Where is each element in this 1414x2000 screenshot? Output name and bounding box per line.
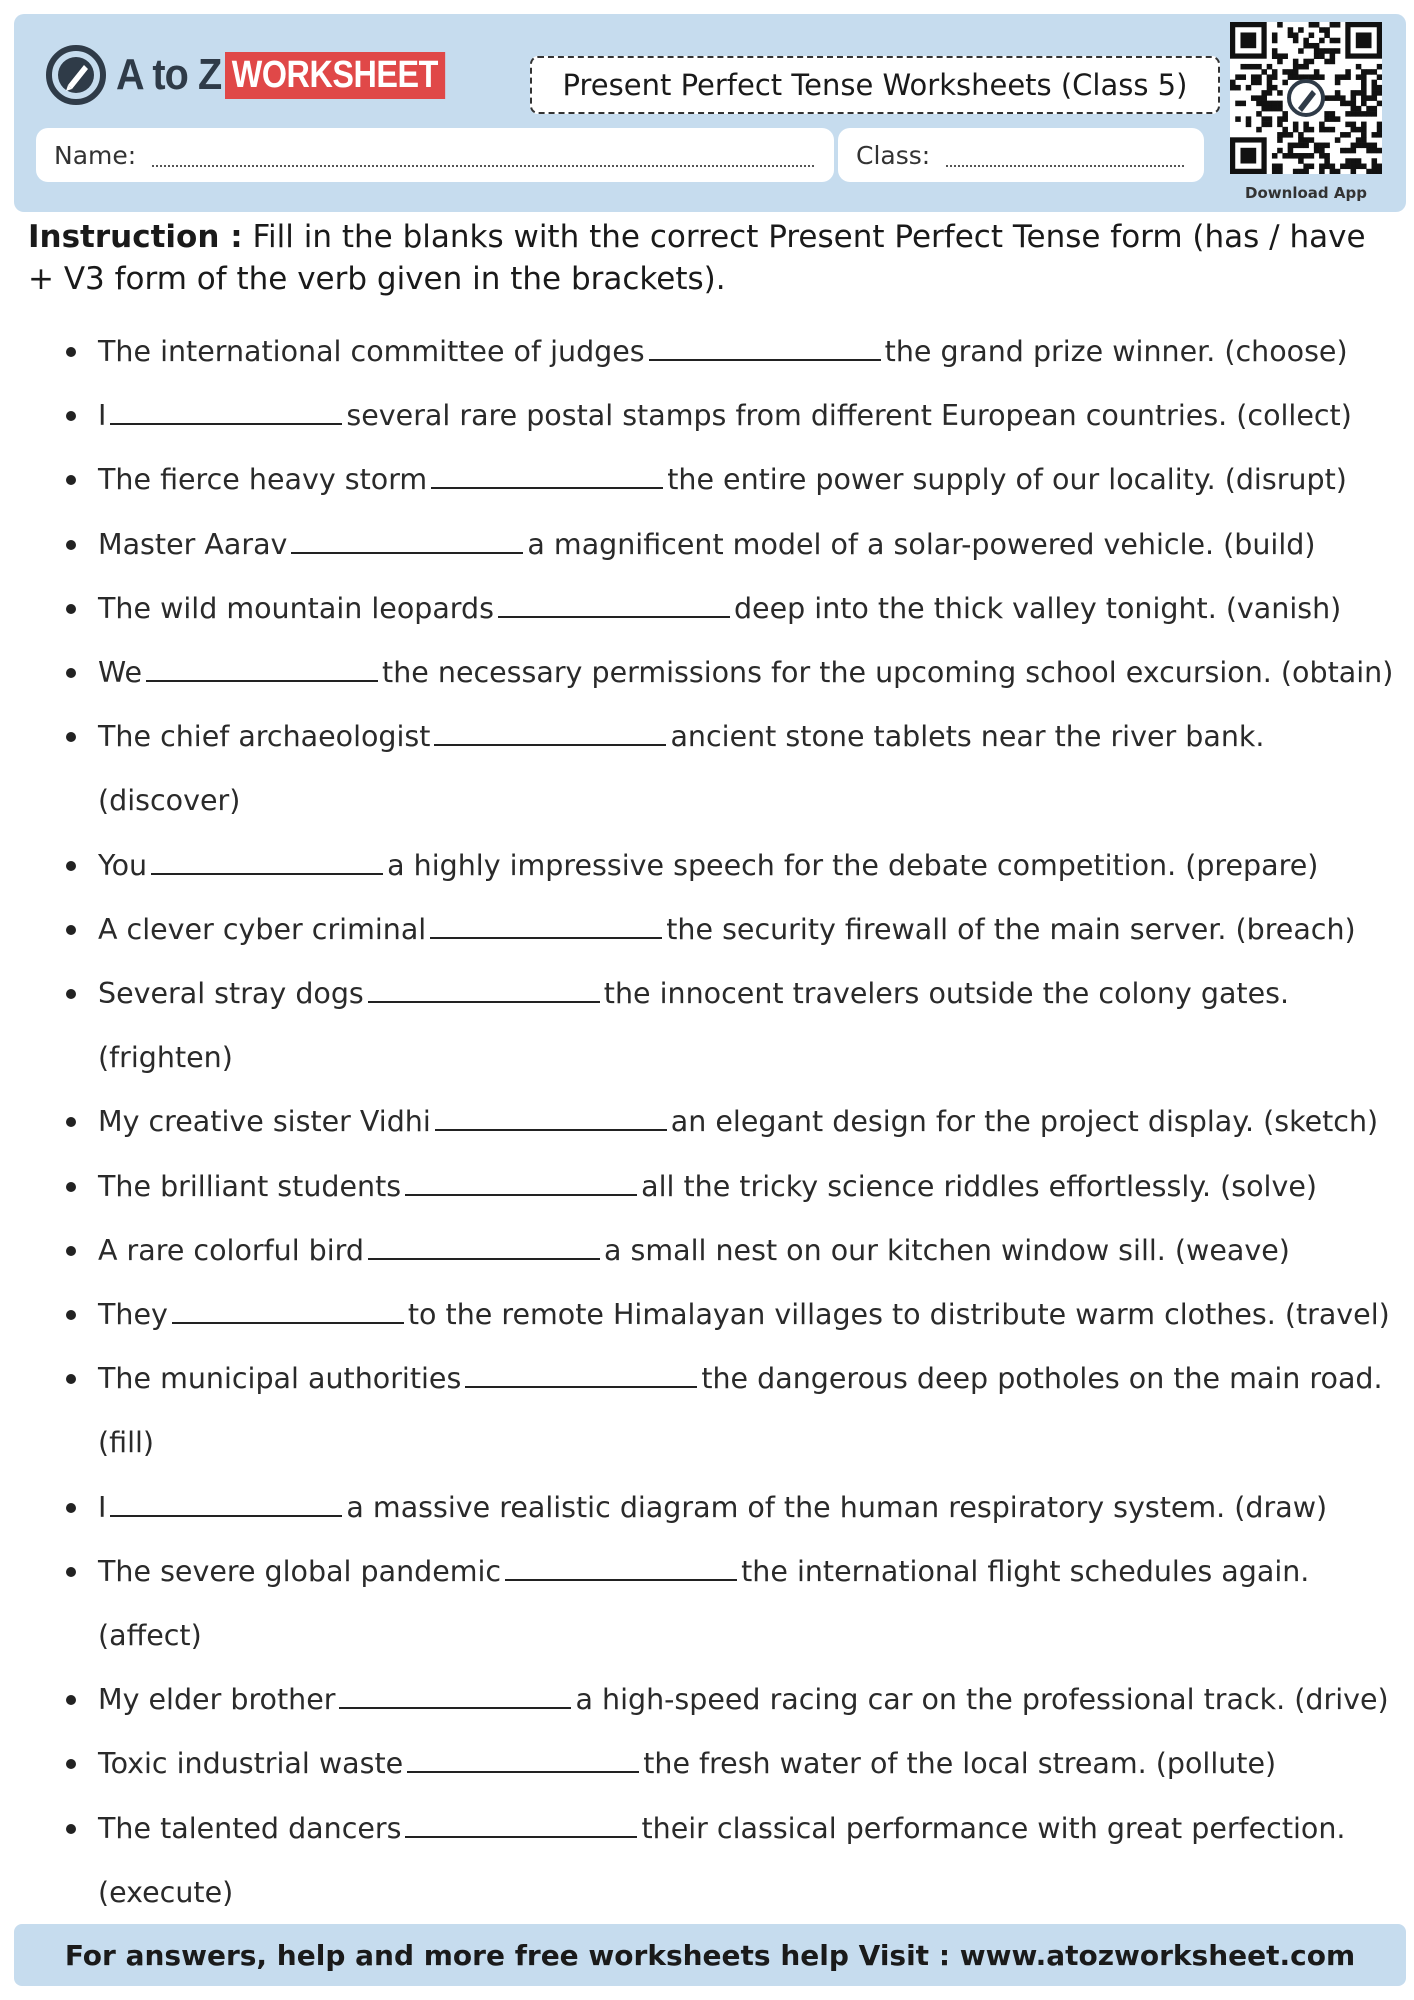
instruction-text: Fill in the blanks with the correct Present Perfect Tense form (has / have + V3 form of the verb given in the brackets).	[28, 219, 1366, 297]
answer-blank[interactable]	[430, 915, 662, 939]
question-text	[98, 705, 1398, 818]
question-before: The wild mountain leopards	[98, 591, 494, 625]
header-banner	[14, 14, 1406, 212]
question-before: The chief archaeologist	[98, 720, 431, 754]
bullet-icon	[66, 604, 76, 614]
question-before: The brilliant students	[98, 1169, 402, 1203]
bullet-icon	[66, 1246, 76, 1256]
question-before: Master Aarav	[98, 527, 288, 561]
answer-blank[interactable]	[368, 1236, 600, 1260]
question-before: Several stray dogs	[98, 977, 364, 1010]
bullet-icon	[66, 668, 76, 678]
bullet-icon	[66, 732, 76, 742]
bullet-icon	[66, 540, 76, 550]
question-after: several rare postal stamps from different European countries. (collect)	[346, 399, 1352, 433]
class-blank[interactable]	[946, 143, 1184, 167]
question-text	[98, 1732, 1398, 1796]
question-after: the international flight schedules again.	[741, 1554, 1310, 1588]
question-text	[98, 898, 1398, 962]
question-text	[98, 1219, 1398, 1283]
question-before: My creative sister Vidhi	[98, 1105, 431, 1139]
worksheet-title-text: Present Perfect Tense Worksheets (Class 5)	[562, 68, 1188, 102]
bullet-icon	[66, 1310, 76, 1320]
bullet-icon	[66, 1117, 76, 1127]
question-after: a high-speed racing car on the professional track. (drive)	[575, 1683, 1389, 1717]
question-before: I	[98, 399, 107, 433]
logo	[46, 42, 484, 108]
question-before: The talented dancers	[98, 1811, 402, 1845]
question-continuation: (fill)	[98, 1426, 155, 1460]
name-label: Name:	[54, 140, 137, 170]
bullet-icon	[66, 1182, 76, 1192]
qr-code-icon	[1230, 22, 1382, 174]
answer-blank[interactable]	[407, 1749, 639, 1773]
question-text	[98, 1797, 1398, 1909]
bullet-icon	[66, 1503, 76, 1513]
question-before: I	[98, 1490, 107, 1524]
answer-blank[interactable]	[291, 530, 523, 554]
question-before: A rare colorful bird	[98, 1233, 364, 1267]
qr-code[interactable]	[1230, 22, 1382, 174]
question-after: the grand prize winner. (choose)	[884, 335, 1348, 368]
answer-blank[interactable]	[431, 465, 663, 489]
question-text	[98, 1283, 1398, 1347]
answer-blank[interactable]	[434, 722, 666, 746]
question-text	[98, 513, 1398, 577]
answer-blank[interactable]	[649, 337, 881, 361]
question-after: the fresh water of the local stream. (pollute)	[643, 1747, 1277, 1781]
answer-blank[interactable]	[435, 1107, 667, 1131]
answer-blank[interactable]	[465, 1364, 697, 1388]
answer-blank[interactable]	[110, 401, 342, 425]
instruction	[28, 216, 1384, 300]
answer-blank[interactable]	[368, 979, 600, 1003]
footer-text: For answers, help and more free worksheets help Visit : www.atozworksheet.com	[64, 1938, 1356, 1972]
bullet-icon	[66, 989, 76, 999]
bullet-icon	[66, 1759, 76, 1769]
question-text	[98, 962, 1398, 1074]
answer-blank[interactable]	[146, 658, 378, 682]
question-after: an elegant design for the project display. (sketch)	[670, 1105, 1379, 1139]
question-after: their classical performance with great perfection.	[641, 1811, 1346, 1845]
bullet-icon	[66, 925, 76, 935]
name-field[interactable]	[36, 128, 834, 182]
bullet-icon	[66, 1824, 76, 1834]
question-text	[98, 1540, 1398, 1652]
question-before: My elder brother	[98, 1683, 336, 1717]
question-text	[98, 448, 1398, 512]
bullet-icon	[66, 861, 76, 871]
question-text	[98, 1668, 1398, 1732]
answer-blank[interactable]	[505, 1557, 737, 1581]
answer-blank[interactable]	[151, 851, 383, 875]
instruction-label: Instruction :	[28, 219, 243, 255]
bullet-icon	[66, 347, 76, 357]
question-before: They	[98, 1298, 168, 1331]
question-text	[98, 1347, 1398, 1460]
question-after: the security firewall of the main server. (breach)	[666, 912, 1356, 946]
class-field[interactable]	[838, 128, 1204, 182]
question-continuation: (affect)	[98, 1618, 202, 1652]
question-after: a massive realistic diagram of the human respiratory system. (draw)	[346, 1490, 1328, 1524]
question-after: a magnificent model of a solar-powered vehicle. (build)	[527, 527, 1316, 561]
class-label: Class:	[856, 140, 931, 170]
answer-blank[interactable]	[339, 1685, 571, 1709]
question-after: the entire power supply of our locality. (disrupt)	[667, 463, 1347, 497]
question-before: The municipal authorities	[98, 1362, 462, 1396]
question-text	[98, 641, 1398, 705]
question-after: a highly impressive speech for the debate competition. (prepare)	[387, 848, 1319, 882]
question-text	[98, 1155, 1398, 1219]
question-before: We	[98, 656, 143, 689]
question-before: The fierce heavy storm	[98, 463, 428, 497]
answer-blank[interactable]	[172, 1300, 404, 1324]
logo-text: A to Z	[116, 50, 222, 99]
question-after: the dangerous deep potholes on the main road.	[701, 1362, 1383, 1396]
bullet-icon	[66, 1567, 76, 1577]
answer-blank[interactable]	[110, 1493, 342, 1517]
question-after: ancient stone tablets near the river bank.	[670, 720, 1265, 754]
question-text	[98, 1476, 1398, 1540]
footer-banner	[14, 1924, 1406, 1986]
question-text	[98, 384, 1398, 448]
answer-blank[interactable]	[405, 1814, 637, 1838]
question-continuation: (frighten)	[98, 1041, 233, 1074]
question-after: deep into the thick valley tonight. (vanish)	[733, 591, 1342, 625]
bullet-icon	[66, 411, 76, 421]
worksheet-title	[530, 56, 1220, 114]
bullet-icon	[66, 475, 76, 485]
logo-badge: WORKSHEET	[225, 52, 445, 99]
bullet-icon	[66, 1374, 76, 1384]
question-before: A clever cyber criminal	[98, 912, 427, 946]
question-after: a small nest on our kitchen window sill. (weave)	[604, 1233, 1290, 1267]
question-text	[98, 1090, 1398, 1154]
question-text	[98, 577, 1398, 641]
question-before: Toxic industrial waste	[98, 1747, 404, 1781]
download-app-caption: Download App	[1245, 184, 1367, 202]
name-blank[interactable]	[152, 143, 814, 167]
question-before: The international committee of judges	[98, 335, 645, 368]
bullet-icon	[66, 1695, 76, 1705]
question-continuation: (discover)	[98, 784, 241, 818]
answer-blank[interactable]	[405, 1172, 637, 1196]
question-before: You	[98, 848, 148, 882]
question-continuation: (execute)	[98, 1875, 234, 1909]
question-after: all the tricky science riddles effortlessly. (solve)	[641, 1169, 1317, 1203]
question-after: to the remote Himalayan villages to distribute warm clothes. (travel)	[407, 1298, 1390, 1331]
question-after: the necessary permissions for the upcoming school excursion. (obtain)	[382, 656, 1394, 689]
pen-logo-icon	[46, 45, 106, 105]
question-text	[98, 320, 1398, 384]
answer-blank[interactable]	[498, 594, 730, 618]
question-after: the innocent travelers outside the colony gates.	[603, 977, 1290, 1010]
question-before: The severe global pandemic	[98, 1554, 502, 1588]
question-text	[98, 834, 1398, 898]
